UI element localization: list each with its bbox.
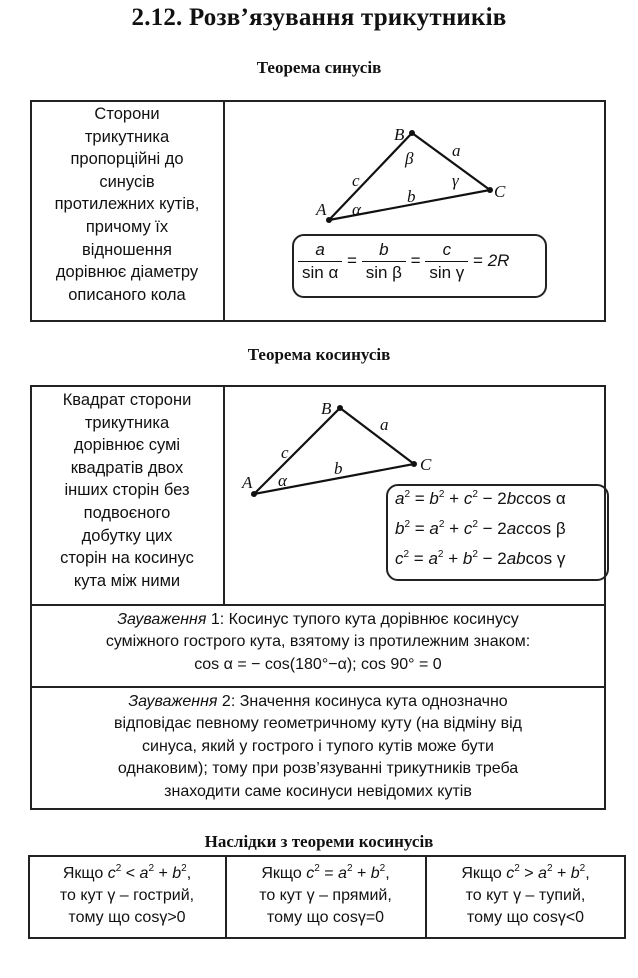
consequence-text: тому що cosγ>0 xyxy=(68,909,186,926)
equals-sign: = xyxy=(410,250,421,270)
label-side-a: a xyxy=(452,141,461,160)
cosine-theorem-heading: Теорема косинусів xyxy=(247,345,391,364)
label-angle-alpha: α xyxy=(278,471,287,490)
cosine-text-line: трикутника xyxy=(84,413,170,432)
consequence-text: тому що cosγ<0 xyxy=(466,909,585,926)
cosine-formula-b: $b^2 = a^2 + c^2 - 2accos$ β xyxy=(395,519,566,538)
label-side-c: c xyxy=(352,171,360,190)
sine-text-line: пропорційні до xyxy=(70,150,184,169)
cosine-text-line: Квадрат сторони xyxy=(62,391,192,409)
note-label: Зауваження xyxy=(128,693,218,710)
vertex-b-dot xyxy=(337,405,343,411)
consequence-text: то кут γ – гострий, xyxy=(59,887,195,904)
consequence-text: тому що cosγ=0 xyxy=(266,909,385,926)
note-text: знаходити саме косинуси невідомих кутів xyxy=(164,782,472,800)
consequence-acute: Якщо $c^2 < a^2 + b^2$, то кут γ – гострий, тому що cosγ>0 xyxy=(30,863,224,929)
label-vertex-c: C xyxy=(420,455,432,474)
consequence-obtuse: Якщо $c^2 > a^2 + b^2$, то кут γ – тупий, тому що cosγ<0 xyxy=(427,863,624,929)
sine-law-formula xyxy=(298,239,544,284)
sine-text-line: Сторони xyxy=(94,105,160,123)
sine-text-line: відношення xyxy=(82,240,172,259)
note-text: відповідає певному геометричному куту (на відміну від xyxy=(113,715,523,733)
sine-triangle-diagram xyxy=(224,102,604,232)
cosine-text-line: квадратів двох xyxy=(70,458,184,477)
cosine-table-row-divider xyxy=(30,604,606,606)
fraction-numerator: b xyxy=(362,239,406,262)
fraction-denominator: sin γ xyxy=(429,263,465,282)
cosine-text-line: кута між ними xyxy=(73,571,181,590)
note-1: Зауваження 1: Косинус тупого кута дорівнює косинусу суміжного гострого кута, взятому із протилежним знаком: cos α = − cos(180°−α); cos 90° = 0 xyxy=(32,609,604,676)
equals-sign: = xyxy=(473,250,483,270)
cosine-formula-a: $a^2 = b^2 + c^2 - 2bccos$ α xyxy=(395,489,566,508)
note-text: однаковим); тому при розв’язуванні трикутників треба xyxy=(117,760,519,778)
consequence-text: то кут γ – прямий, xyxy=(259,887,392,904)
vertex-b-dot xyxy=(409,130,415,136)
cosine-text-line: дорівнює сумі xyxy=(73,436,181,455)
label-angle-beta: β xyxy=(405,149,414,168)
cosine-table-row-divider xyxy=(30,686,606,688)
consequence-text: то кут γ – тупий, xyxy=(465,887,586,904)
fraction-denominator: sin β xyxy=(365,263,402,282)
sine-text-line: причому їх xyxy=(85,217,169,236)
fraction-numerator: a xyxy=(298,239,342,262)
sine-theorem-heading: Теорема синусів xyxy=(256,58,382,77)
vertex-c-dot xyxy=(411,461,417,467)
note-formula: cos α = − cos(180°−α); cos 90° = 0 xyxy=(194,655,442,673)
fraction-denominator: sin α xyxy=(302,263,339,282)
consequence-right: Якщо $c^2 = a^2 + b^2$, то кут γ – прямий, тому що cosγ=0 xyxy=(227,863,424,929)
label-vertex-b: B xyxy=(394,125,405,144)
label-side-c: c xyxy=(281,443,289,462)
sine-text-line: трикутника xyxy=(84,127,170,146)
cosine-text-line: подвоєного xyxy=(83,503,171,522)
label-angle-alpha: α xyxy=(352,200,361,219)
sine-text-line: протилежних кутів, xyxy=(54,195,200,214)
equals-sign: = xyxy=(347,250,357,270)
label-vertex-a: A xyxy=(316,200,327,219)
vertex-a-dot xyxy=(326,217,332,223)
note-text: суміжного гострого кута, взятому із протилежним знаком: xyxy=(105,633,531,651)
label-side-a: a xyxy=(380,415,389,434)
note-text: Значення косинуса кута однозначно xyxy=(239,693,508,710)
sine-text-line: описаного кола xyxy=(68,285,186,304)
label-vertex-c: C xyxy=(494,182,506,201)
page-title: 2.12. Розв’язування трикутників xyxy=(131,4,507,31)
label-vertex-b: B xyxy=(321,399,332,418)
note-label: Зауваження xyxy=(117,611,207,628)
formula-rhs: 2R xyxy=(487,250,510,270)
label-angle-gamma: γ xyxy=(452,171,459,190)
label-side-b: b xyxy=(334,459,343,478)
label-vertex-a: A xyxy=(242,473,253,492)
cosine-theorem-statement xyxy=(32,389,222,592)
note-2: Зауваження 2: Значення косинуса кута однозначно відповідає певному геометричному куту (на відміну від синуса, який у гострого і тупого кутів може бути однаковим); тому при розв’язуванні трикутників треба знаходити саме косинуси невідомих кутів xyxy=(32,691,604,803)
note-text: синуса, який у гострого і тупого кутів може бути xyxy=(142,737,494,755)
cosine-text-line: інших сторін без xyxy=(64,481,190,500)
sine-theorem-statement xyxy=(32,103,222,306)
consequences-heading: Наслідки з теореми косинусів xyxy=(204,832,434,851)
note-text: Косинус тупого кута дорівнює косинусу xyxy=(228,611,519,628)
fraction-numerator: c xyxy=(425,239,468,262)
cosine-formula-c: $c^2 = a^2 + b^2 - 2abcos$ γ xyxy=(395,549,566,568)
label-side-b: b xyxy=(407,187,416,206)
vertex-c-dot xyxy=(487,187,493,193)
sine-text-line: дорівнює діаметру xyxy=(55,263,199,282)
cosine-text-line: добутку цих xyxy=(81,526,173,545)
cosine-text-line: сторін на косинус xyxy=(60,549,194,568)
sine-text-line: синусів xyxy=(99,172,155,191)
